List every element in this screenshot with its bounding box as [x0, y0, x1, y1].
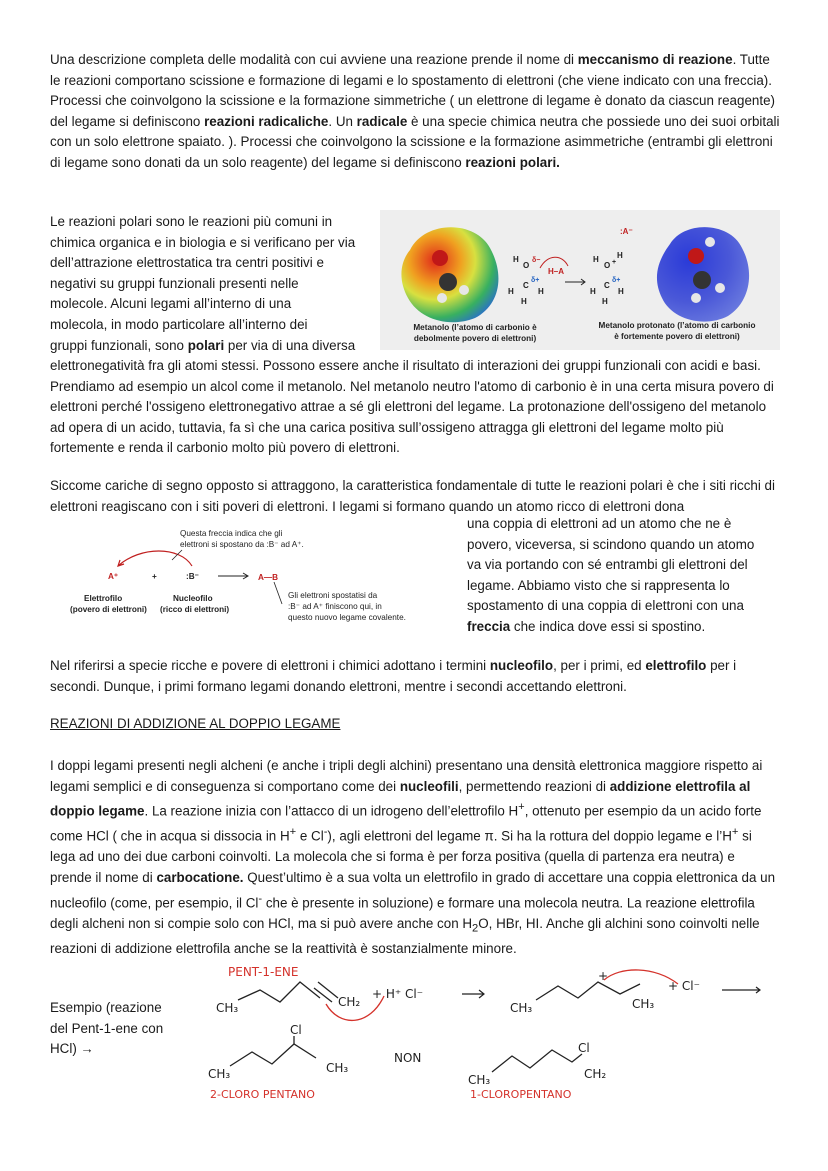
- cl-label: Cl: [578, 1041, 590, 1055]
- nucleophile-label: Nucleofilo: [173, 594, 213, 603]
- ha-label: H–A: [548, 267, 565, 276]
- column-text-left: Le reazioni polari sono le reazioni più comuni in chimica organica e in biologia e si verificano per via dell’attrazione elettrostatica tra centri positivi e negativi su gruppi funzionali presenti nelle molecole. Alcuni legami all’interno di una molecola, in modo particolare all’interno dei gruppi funzionali, sono polari per via di una diversa: [50, 214, 356, 353]
- ch3-label: CH₃: [216, 1001, 239, 1015]
- example-label: Esempio (reazione del Pent-1-ene con HCl) →: [50, 1000, 164, 1057]
- oxygen-label: O: [523, 261, 530, 270]
- reaction-arrow: [218, 573, 248, 579]
- h-label: H: [513, 255, 519, 264]
- note-pointer: [274, 582, 282, 604]
- hydrogen-atom: [715, 283, 725, 293]
- oxygen-atom: [688, 248, 704, 264]
- double-bond-line: [318, 982, 338, 998]
- oxygen-atom: [432, 250, 448, 266]
- nucleophile-electrophile-paragraph: Nel riferirsi a specie ricche e povere di elettroni i chimici adottano i termini nucleofilo, per i primi, ed elettrofilo per i secondi. Dunque, i primi formano legami donando elettroni, mentre i secondi accettando elettroni.: [50, 658, 737, 694]
- product-name-2: 2-CLORO PENTANO: [210, 1088, 315, 1101]
- carbon-atom: [693, 271, 711, 289]
- note-top-line2: elettroni si spostano da :B⁻ ad A⁺.: [180, 540, 304, 549]
- ch3-label: CH₃: [326, 1061, 349, 1075]
- electrophile-desc: (povero di elettroni): [70, 605, 147, 614]
- h-label: H: [617, 251, 623, 260]
- methanol-figure: [380, 210, 780, 350]
- hydrogen-atom: [691, 293, 701, 303]
- electron-sites-column: una coppia di elettroni ad un atomo che ne è povero, viceversa, si scindono quando un atomo va via portando con sé entrambi gli elettroni del legame. Abbiamo visto che si rappresenta lo spostamento di una coppia di elettroni con una freccia che indica dove essi si spostino.: [467, 516, 755, 634]
- ch3-label: CH₃: [208, 1067, 231, 1081]
- ch2-label: CH₂: [584, 1067, 607, 1081]
- cation-charge: +: [598, 969, 609, 983]
- polar-reactions-continued: elettronegatività fra gli atomi stessi. Possono essere anche il risultato di interazioni dei gruppi funzionali con acidi e basi. Prendiamo ad esempio un alcol come il metanolo. Nel metanolo neutro l'atomo di carbonio è in una certa misura povero di elettroni perché l'ossigeno elettronegativo attrae a sé gli elettroni del legame. La protonazione dell'ossigeno del metanolo ad opera di un acido, tuttavia, fa sì che una carica positiva sull’ossigeno attragga gli elettroni del legame molto più fortemente e renda il carbonio molto più povero di elettroni.: [50, 358, 774, 456]
- addition-reaction-paragraph: I doppi legami presenti negli alcheni (e anche i tripli degli alchini) presentano una densità elettronica maggiore rispetto ai legami semplici e di conseguenza si comportano come dei nucleofili, permettendo reazioni di addizione elettrofila al doppio legame. La reazione inizia con l’attacco di un idrogeno dell’elettrofilo H+, ottenuto per esempio da un acido forte come HCl ( che in acqua si dissocia in H+ e Cl-), agli elettroni del legame π. Si ha la rottura del doppio legame e l’H+ si lega ad uno dei due carboni coinvolti. La molecola che si forma è per forza positiva (quella di partenza era neutra) e prende il nome di carbocatione. Quest’ultimo è a sua volta un elettrofilo in grado di accettare una coppia elettronica da un nucleofilo (come, per esempio, il Cl- che è presente in soluzione) e formare una molecola neutra. La reazione elettrofila degli alcheni non si compie solo con HCl, ma si può avere anche con $H_2O$, HBr, HI. Anche gli alchini sono coinvolti nelle reazioni di addizione elettrofila anche se la reattività è sostanzialmente minore.: [50, 758, 776, 956]
- note-bottom-line3: questo nuovo legame covalente.: [288, 613, 406, 622]
- plus-sign: +: [152, 572, 157, 581]
- delta-plus-label: δ+: [612, 277, 621, 284]
- electrophile-label: Elettrofilo: [84, 594, 123, 603]
- note-bottom-line1: Gli elettroni spostatisi da: [288, 591, 378, 600]
- oxygen-label: O: [604, 261, 611, 270]
- section-heading: REAZIONI DI ADDIZIONE AL DOPPIO LEGAME: [50, 716, 341, 731]
- intro-paragraph: Una descrizione completa delle modalità con cui avviene una reazione prende il nome di meccanismo di reazione. Tutte le reazioni comportano scissione e formazione di legami e lo spostamento di elettroni (che viene indicato con una freccia). Processi che coinvolgono la scissione e la formazione simmetriche ( un elettrone di legame è donato da ciascun reagente) del legame si definiscono reazioni radicaliche. Un radicale è una specie chimica neutra che possiede uno dei suoi orbitali con un solo elettrone spaiato. ). Processi che coinvolgono la scissione e la formazione asimmetriche (entrambi gli elettroni di legame sono donati da un solo reagente) del legame si definiscono reazioni polari.: [50, 52, 780, 170]
- carbon-atom: [439, 273, 457, 291]
- h-label: H: [618, 287, 624, 296]
- caption-methanol-2: debolmente povero di elettroni): [413, 334, 537, 343]
- delta-minus-label: δ−: [532, 257, 541, 264]
- carbon-label: C: [604, 281, 610, 290]
- h-label: H: [508, 287, 514, 296]
- chloride-reagent: + Cl⁻: [668, 979, 700, 993]
- electron-sites-paragraph: Siccome cariche di segno opposto si attraggono, la caratteristica fondamentale di tutte le reazioni polari è che i siti ricchi di elettroni reagiscano con i siti poveri di elettroni. I legami si formano quando un atomo ricco di elettroni dona: [50, 478, 775, 514]
- pentene-skeleton: [238, 982, 320, 1002]
- ch3-label: CH₃: [510, 1001, 533, 1015]
- chloropentane-1-skeleton: [492, 1050, 582, 1072]
- ch3-label: CH₃: [632, 997, 655, 1011]
- h-label: H: [602, 297, 608, 306]
- polar-bond-figure: [60, 524, 460, 634]
- caption-methanol: Metanolo (l’atomo di carbonio è: [413, 323, 537, 332]
- h-label: H: [593, 255, 599, 264]
- oxygen-charge: +: [612, 259, 617, 266]
- chloropentane-2-skeleton: [230, 1044, 316, 1066]
- carbon-label: C: [523, 281, 529, 290]
- note-pointer: [172, 550, 182, 560]
- ch3-label: CH₃: [468, 1073, 491, 1087]
- product-name-1: 1-CLOROPENTANO: [470, 1088, 572, 1101]
- note-bottom-line2: :B⁻ ad A⁺ finiscono qui, in: [288, 602, 382, 611]
- cl-label: Cl: [290, 1023, 302, 1037]
- chloride-attack-arrow: [604, 970, 678, 984]
- non-label: NON: [394, 1051, 422, 1065]
- hydrogen-atom: [705, 237, 715, 247]
- hcl-reagent: + H⁺ Cl⁻: [372, 987, 424, 1001]
- a-plus-label: A⁺: [108, 572, 119, 581]
- product-label: A—B: [258, 573, 279, 582]
- caption-protonated: Metanolo protonato (l’atomo di carbonio: [598, 321, 756, 330]
- anion-label: :A⁻: [620, 227, 633, 236]
- delta-plus-label: δ+: [531, 277, 540, 284]
- hydrogen-atom: [459, 285, 469, 295]
- reaction-arrow: [722, 987, 760, 993]
- h-label: H: [590, 287, 596, 296]
- hydrogen-atom: [437, 293, 447, 303]
- pentene-title: PENT-1-ENE: [228, 965, 299, 979]
- ch2-label: CH₂: [338, 995, 361, 1009]
- reaction-scheme: [200, 960, 800, 1110]
- h-label: H: [521, 297, 527, 306]
- note-top-line1: Questa freccia indica che gli: [180, 529, 283, 538]
- curved-electron-arrow: [118, 551, 192, 566]
- b-minus-label: :B⁻: [186, 572, 199, 581]
- h-label: H: [538, 287, 544, 296]
- reaction-arrow: [462, 990, 484, 998]
- caption-protonated-2: è fortemente povero di elettroni): [614, 332, 740, 341]
- nucleophile-desc: (ricco di elettroni): [160, 605, 230, 614]
- carbocation-skeleton: [536, 982, 640, 1000]
